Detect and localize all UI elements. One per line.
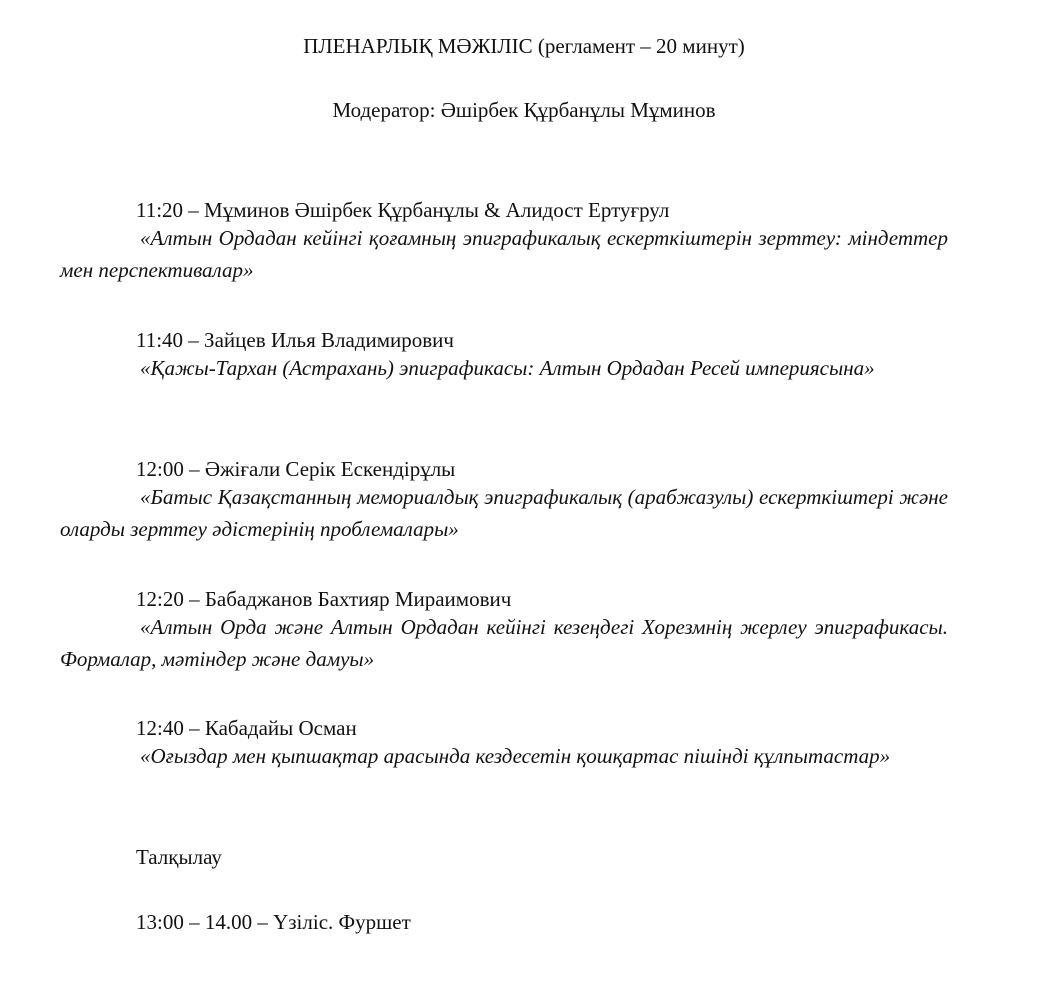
page-title: ПЛЕНАРЛЫҚ МӘЖІЛІС (регламент – 20 минут) <box>303 34 745 58</box>
session-topic: «Батыс Қазақстанның мемориалдық эпиграфикалық (арабжазулы) ескерткіштері және оларды зерттеу әдістерінің проблемалары» <box>60 485 948 541</box>
session-time-speaker: 12:00 – Әжіғали Серік Ескендірұлы <box>136 457 456 481</box>
discussion-line: Талқылау <box>136 845 222 869</box>
session-time-speaker: 12:40 – Кабадайы Осман <box>136 716 357 740</box>
session-topic: «Алтын Ордадан кейінгі қоғамның эпиграфикалық ескерткіштерін зерттеу: міндеттер мен перспективалар» <box>60 226 948 282</box>
session-time-speaker: 11:20 – Мұминов Әшірбек Құрбанұлы & Алидост Ертуғрул <box>136 198 670 222</box>
session-topic: «Оғыздар мен қыпшақтар арасында кездесетін қошқартас пішінді құлпытастар» <box>140 744 891 768</box>
session-topic: «Алтын Орда және Алтын Ордадан кейінгі кезеңдегі Хорезмнің жерлеу эпиграфикасы. Формалар, мәтіндер және дамуы» <box>60 615 948 671</box>
session-time-speaker: 12:20 – Бабаджанов Бахтияр Мираимович <box>136 587 512 611</box>
session-topic: «Қажы-Тархан (Астрахань) эпиграфикасы: Алтын Ордадан Ресей империясына» <box>140 356 875 380</box>
session-time-speaker: 11:40 – Зайцев Илья Владимирович <box>136 328 454 352</box>
break-line: 13:00 – 14.00 – Үзіліс. Фуршет <box>136 910 411 934</box>
moderator-line: Модератор: Әшірбек Құрбанұлы Мұминов <box>332 98 716 122</box>
